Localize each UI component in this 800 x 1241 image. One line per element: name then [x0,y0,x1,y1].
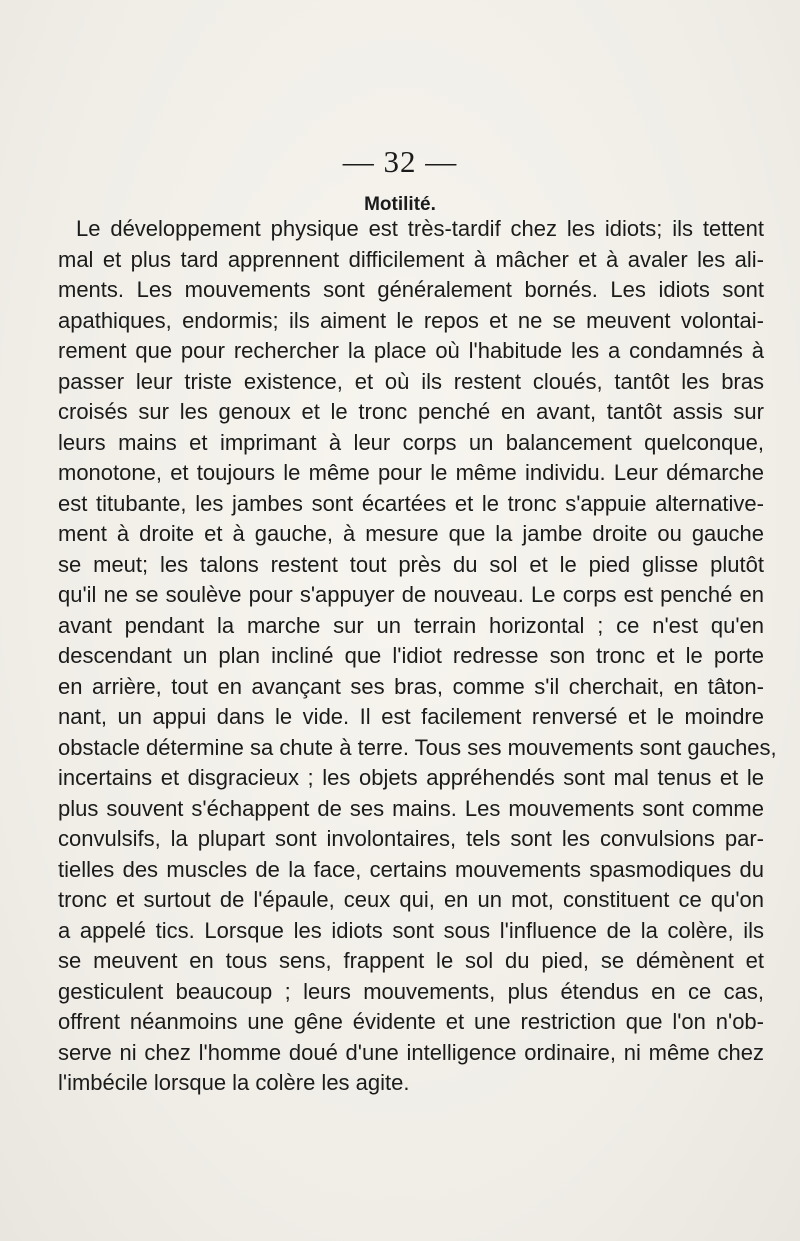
text-line: rement que pour rechercher la place où l'habitude les a condamnés à [58,338,764,363]
text-line: est titubante, les jambes sont écartées et le tronc s'appuie alternative- [58,490,764,516]
text-line: nant, un appui dans le vide. Il est facilement renversé et le moindre [58,704,764,729]
text-line: passer leur triste existence, et où ils restent cloués, tantôt les bras [58,368,764,394]
text-line: a appelé tics. Lorsque les idiots sont sous l'influence de la colère, ils [58,917,764,943]
text-line: croisés sur les genoux et le tronc penché en avant, tantôt assis sur [58,399,764,424]
text-line: serve ni chez l'homme doué d'une intelligence ordinaire, ni même chez [58,1039,764,1065]
text-line: apathiques, endormis; ils aiment le repos et ne se meuvent volontai- [58,307,764,333]
text-line: descendant un plan incliné que l'idiot redresse son tronc et le porte [58,643,764,668]
text-line: se meuvent en tous sens, frappent le sol du pied, se démènent et [58,948,764,973]
text-line: qu'il ne se soulève pour s'appuyer de nouveau. Le corps est penché en [58,582,764,607]
text-line: tronc et surtout de l'épaule, ceux qui, en un mot, constituent ce qu'on [58,887,764,912]
text-line: monotone, et toujours le même pour le même individu. Leur démarche [58,460,764,485]
text-line: convulsifs, la plupart sont involontaires, tels sont les convulsions par- [58,826,764,851]
text-line: avant pendant la marche sur un terrain horizontal ; ce n'est qu'en [58,612,764,638]
text-line: ments. Les mouvements sont généralement bornés. Les idiots sont [58,277,764,302]
text-line: incertains et disgracieux ; les objets appréhendés sont mal tenus et le [58,765,764,790]
text-line: tielles des muscles de la face, certains mouvements spasmodiques du [58,856,764,882]
text-line: Le développement physique est très-tardif chez les idiots; ils tettent [76,216,764,241]
text-line: gesticulent beaucoup ; leurs mouvements, plus étendus en ce cas, [58,978,764,1004]
section-title: Motilité. [364,194,436,215]
text-line: offrent néanmoins une gêne évidente et une restriction que l'on n'ob- [58,1009,764,1034]
text-line: en arrière, tout en avançant ses bras, comme s'il cherchait, en tâton- [58,673,764,699]
text-line: l'imbécile lorsque la colère les agite. [58,1070,410,1095]
body-paragraph [58,214,777,1099]
text-line: plus souvent s'échappent de ses mains. Les mouvements sont comme [58,795,764,821]
text-line: obstacle détermine sa chute à terre. Tous ses mouvements sont gauches, [58,734,777,760]
page-number: — 32 — [342,144,458,179]
text-line: ment à droite et à gauche, à mesure que la jambe droite ou gauche [58,521,764,546]
text-line: mal et plus tard apprennent difficilement à mâcher et à avaler les ali- [58,246,764,272]
text-line: leurs mains et imprimant à leur corps un balancement quelconque, [58,429,764,455]
text-line: se meut; les talons restent tout près du sol et le pied glisse plutôt [58,551,764,577]
